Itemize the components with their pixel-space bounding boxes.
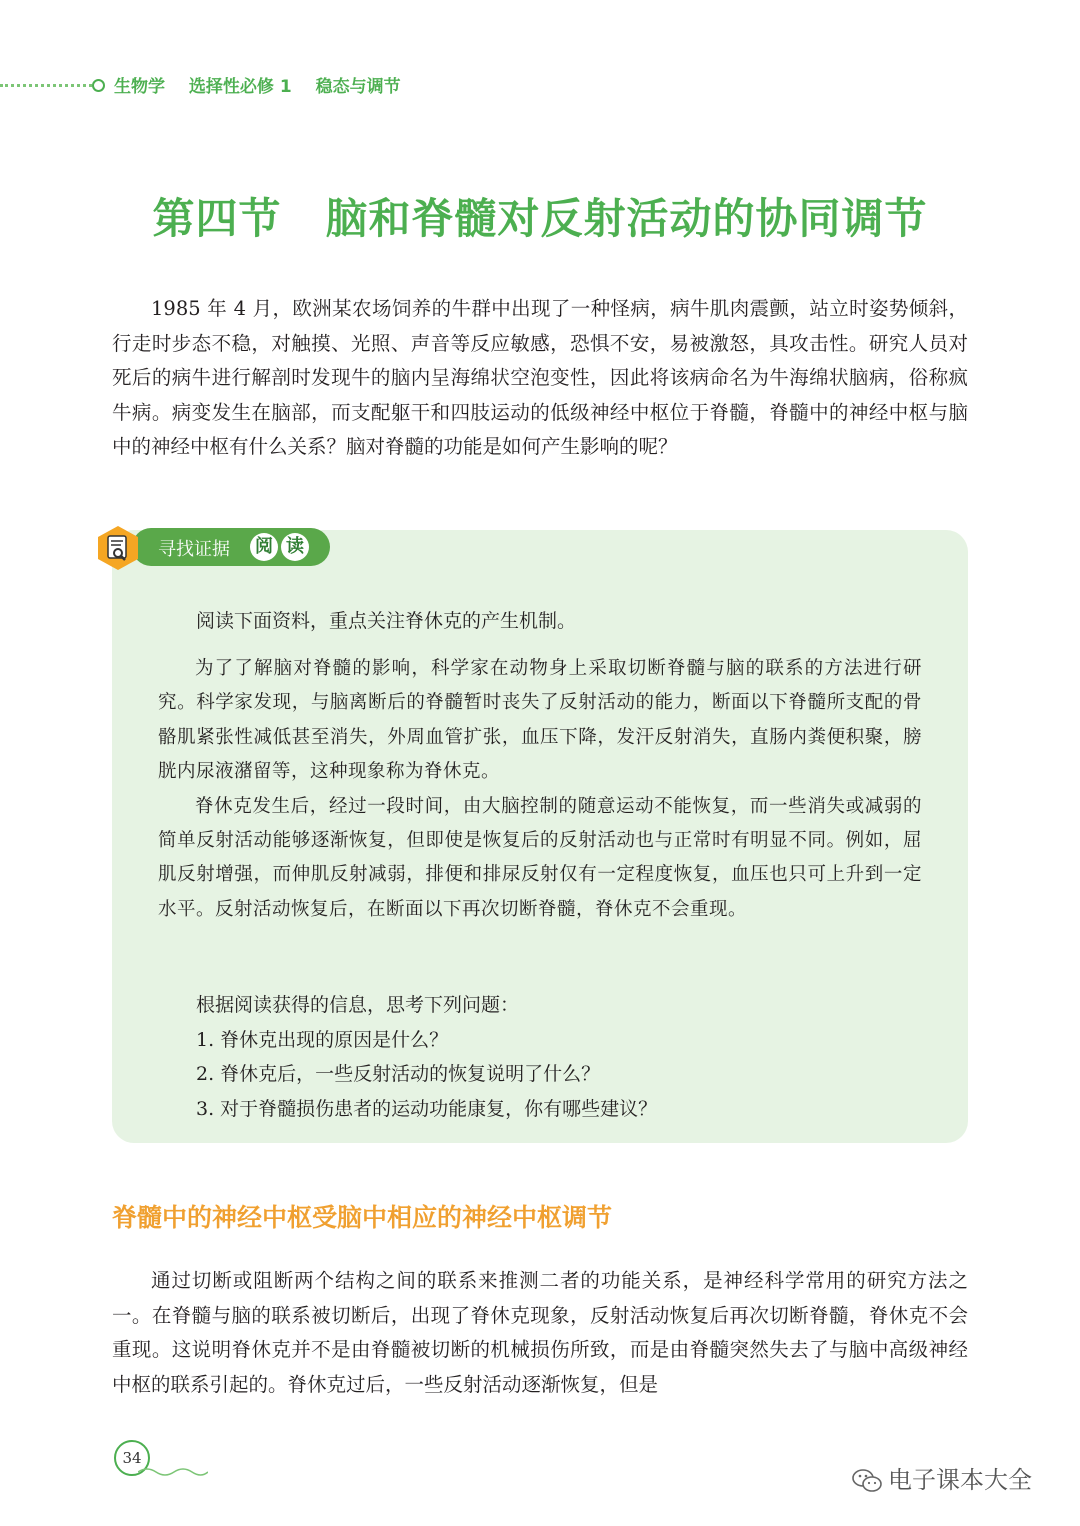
intro-paragraph-block: [112, 292, 968, 465]
read-badge-2: 读: [281, 533, 309, 561]
material-paragraph-2: 脊休克发生后，经过一段时间，由大脑控制的随意运动不能恢复，而一些消失或减弱的简单反射活动能够逐渐恢复，但即使是恢复后的反射活动也与正常时有明显不同。例如，屈肌反射增强，而伸肌反射减弱，排便和排尿反射仅有一定程度恢复，血压也只可上升到一定水平。反射活动恢复后，在断面以下再次切断脊髓，脊休克不会重现。: [158, 795, 922, 920]
reading-box-label: 寻找证据: [158, 539, 230, 560]
magnifier-document-icon: [94, 524, 142, 572]
reading-prompt-block: [158, 604, 922, 639]
body-paragraph: 通过切断或阻断两个结构之间的联系来推测二者的功能关系，是神经科学常用的研究方法之一。在脊髓与脑的联系被切断后，出现了脊休克现象，反射活动恢复后再次切断脊髓，脊休克不会重现。这说明脊休克并不是由脊髓被切断的机械损伤所致，而是由脊髓突然失去了与脑中高级神经中枢的联系引起的。脊休克过后，一些反射活动逐渐恢复，但是: [112, 1269, 968, 1396]
read-badge-1: 阅: [250, 533, 278, 561]
question-1: 1. 脊休克出现的原因是什么？: [196, 1028, 449, 1051]
section-number: 第四节: [152, 194, 282, 243]
material-paragraph-1: 为了了解脑对脊髓的影响，科学家在动物身上采取切断脊髓与脑的联系的方法进行研究。科学家发现，与脑离断后的脊髓暂时丧失了反射活动的能力，断面以下脊髓所支配的骨骼肌紧张性减低甚至消失，外周血管扩张，血压下降，发汗反射消失，直肠内粪便积聚，膀胱内尿液潴留等，这种现象称为脊休克。: [158, 658, 922, 783]
watermark: [852, 1460, 1032, 1495]
question-2: 2. 脊休克后，一些反射活动的恢复说明了什么？: [196, 1063, 601, 1085]
subheading: 脊髓中的神经中枢受脑中相应的神经中枢调节: [112, 1203, 613, 1232]
question-3: 3. 对于脊髓损伤患者的运动功能康复，你有哪些建议？: [196, 1097, 658, 1120]
intro-paragraph: 1985 年 4 月，欧洲某农场饲养的牛群中出现了一种怪病，病牛肌肉震颤，站立时姿势倾斜，行走时步态不稳，对触摸、光照、声音等反应敏感，恐惧不安，易被激怒，具攻击性。研究人员对死后的病牛进行解剖时发现牛的脑内呈海绵状空泡变性，因此将该病命名为牛海绵状脑病，俗称疯牛病。病变发生在脑部，而支配躯干和四肢运动的低级神经中枢位于脊髓，脊髓中的神经中枢与脑中的神经中枢有什么关系？脑对脊髓的功能是如何产生影响的呢？: [112, 297, 968, 458]
page-wave-decoration: [138, 1466, 208, 1478]
header-book: 选择性必修 1: [188, 77, 292, 97]
question-intro: 根据阅读获得的信息，思考下列问题：: [196, 994, 520, 1016]
section-title: [0, 186, 1080, 246]
body-paragraph-block: [112, 1264, 968, 1402]
question-list: [158, 988, 922, 1126]
header-ring-icon: [92, 79, 105, 92]
running-header: [0, 72, 600, 98]
header-subject: 生物学: [114, 77, 165, 97]
header-text: [114, 72, 419, 97]
reading-material: [158, 652, 922, 927]
header-volume: 稳态与调节: [315, 77, 401, 97]
section-name: 脑和脊髓对反射活动的协同调节: [325, 194, 928, 243]
reading-prompt: 阅读下面资料，重点关注脊休克的产生机制。: [196, 610, 577, 632]
watermark-text: 电子课本大全: [888, 1466, 1032, 1494]
header-dotted-line: [0, 84, 92, 87]
page-number: 34: [114, 1440, 150, 1476]
wechat-icon: [852, 1468, 882, 1494]
